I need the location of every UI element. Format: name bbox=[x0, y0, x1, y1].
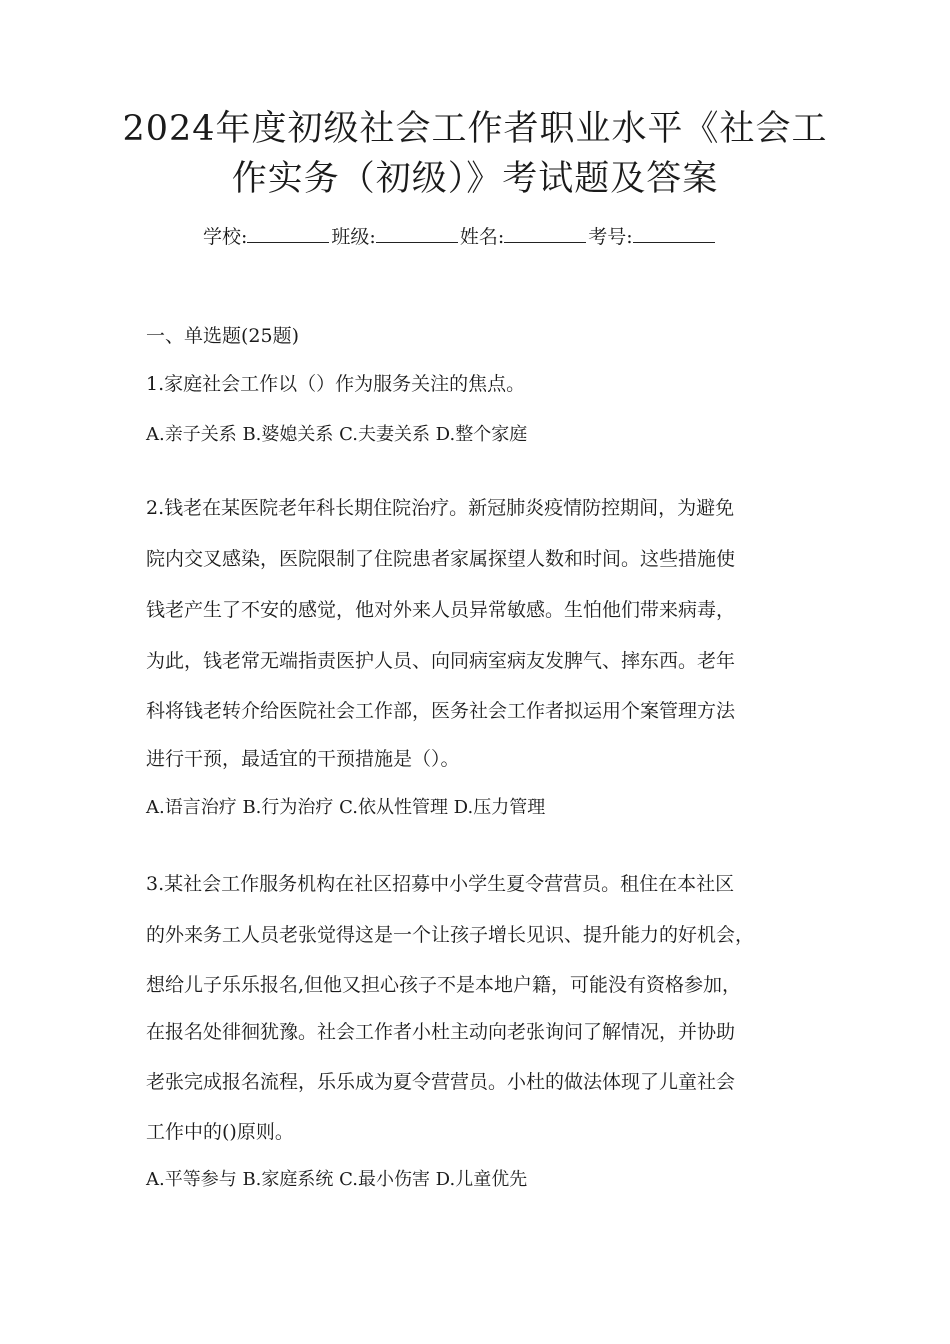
question-3-line-2: 的外来务工人员老张觉得这是一个让孩子增长见识、提升能力的好机会， bbox=[146, 924, 755, 946]
question-3-line-1: 3.某社会工作服务机构在社区招募中小学生夏令营营员。租住在本社区 bbox=[146, 873, 735, 895]
question-3-options: A.平等参与 B.家庭系统 C.最小伤害 D.儿童优先 bbox=[146, 1169, 528, 1190]
question-1-options: A.亲子关系 B.婆媳关系 C.夫妻关系 D.整个家庭 bbox=[146, 424, 528, 445]
student-info-row bbox=[203, 224, 717, 250]
question-2-line-6: 进行干预，最适宜的干预措施是（）。 bbox=[146, 748, 460, 770]
document-title-line-2: 作实务（初级）》考试题及答案 bbox=[231, 159, 719, 199]
section-heading: 一、单选题(25题) bbox=[146, 325, 300, 347]
name-blank bbox=[504, 224, 586, 243]
question-3-line-4: 在报名处徘徊犹豫。社会工作者小杜主动向老张询问了解情况，并协助 bbox=[146, 1021, 736, 1043]
document-title-line-1: 2024年度初级社会工作者职业水平《社会工 bbox=[122, 109, 828, 149]
school-blank bbox=[247, 224, 329, 243]
question-3-line-3: 想给儿子乐乐报名,但他又担心孩子不是本地户籍，可能没有资格参加， bbox=[146, 974, 742, 996]
question-2-line-1: 2.钱老在某医院老年科长期住院治疗。新冠肺炎疫情防控期间，为避免 bbox=[146, 497, 735, 519]
class-label: 班级: bbox=[331, 226, 376, 248]
question-2-line-5: 科将钱老转介给医院社会工作部，医务社会工作者拟运用个案管理方法 bbox=[146, 700, 736, 722]
question-2-line-3: 钱老产生了不安的感觉，他对外来人员异常敏感。生怕他们带来病毒， bbox=[146, 599, 736, 621]
question-1-line-1: 1.家庭社会工作以（）作为服务关注的焦点。 bbox=[146, 373, 526, 395]
question-3-line-5: 老张完成报名流程，乐乐成为夏令营营员。小杜的做法体现了儿童社会 bbox=[146, 1071, 736, 1093]
number-blank bbox=[633, 224, 715, 243]
question-2-line-2: 院内交叉感染，医院限制了住院患者家属探望人数和时间。这些措施使 bbox=[146, 548, 736, 570]
question-2-options: A.语言治疗 B.行为治疗 C.依从性管理 D.压力管理 bbox=[146, 797, 546, 818]
school-label: 学校: bbox=[203, 226, 248, 248]
question-2-line-4: 为此，钱老常无端指责医护人员、向同病室病友发脾气、摔东西。老年 bbox=[146, 650, 736, 672]
class-blank bbox=[376, 224, 458, 243]
name-label: 姓名: bbox=[459, 226, 505, 248]
question-3-line-6: 工作中的()原则。 bbox=[146, 1121, 294, 1143]
number-label: 考号: bbox=[588, 226, 633, 248]
